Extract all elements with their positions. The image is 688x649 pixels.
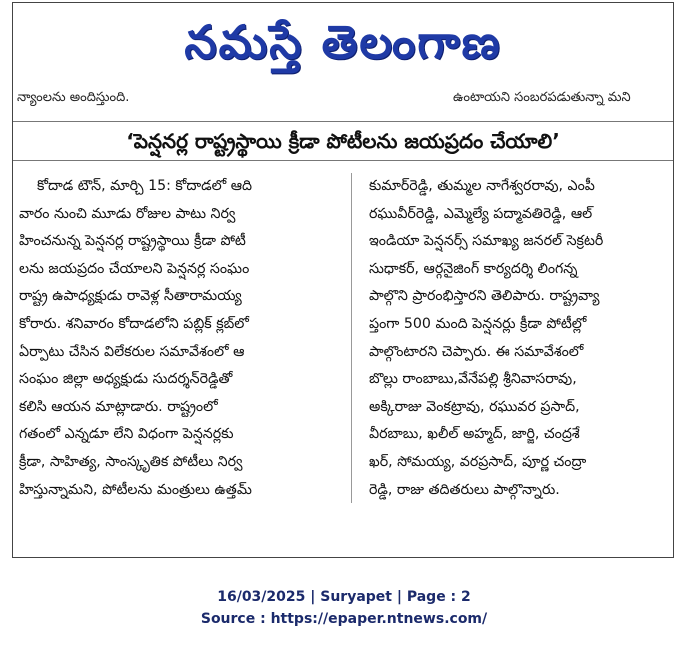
article-line: ఇండియా పెన్షనర్స్ సమాఖ్య జనరల్ సెక్రటరీ: [369, 233, 604, 250]
article-line: వీరబాబు, ఖలీల్ అహ్మద్, జార్జి, చంద్రశే: [369, 426, 580, 443]
article-line: కోదాడ టౌన్, మార్చి 15: కోదాడలో ఆది: [37, 178, 253, 194]
masthead-logo: నమస్తే తెలంగాణ: [184, 15, 502, 69]
footer-source-url: Source : https://epaper.ntnews.com/: [200, 611, 488, 627]
article-line: లను జయప్రదం చేయాలని పెన్షనర్ల సంఘం: [19, 260, 250, 277]
article-line: రాష్ట్ర ఉపాధ్యక్షుడు రావెళ్ల సీతారామయ్య: [19, 288, 242, 305]
article-line: రఘువీర్‌రెడ్డి, ఎమ్మెల్యే పద్మావతిరెడ్డి, ఆల్: [369, 205, 593, 222]
article-line: కుమార్‌రెడ్డి, తుమ్మల నాగేశ్వరరావు, ఎంపీ: [369, 178, 595, 194]
article-column-left: [19, 173, 335, 504]
article-line: క్రీడా, సాహిత్య, సాంస్కృతిక పోటీలు నిర్వ: [19, 453, 243, 470]
newspaper-clipping: [12, 2, 674, 558]
article-column-right: [369, 173, 669, 504]
cut-off-text-left: న్యాంలను అందిస్తుంది.: [17, 90, 130, 105]
article-line: అక్కిరాజు వెంకట్రావు, రఘువర ప్రసాద్,: [369, 398, 580, 415]
article-line: బొల్లు రాంబాబు,వేనేపల్లి శ్రీనివాసరావు,: [369, 371, 577, 388]
article-line: హించనున్న పెన్షనర్ల రాష్ట్రస్థాయి క్రీడా పోటీ: [19, 233, 246, 250]
cut-off-text-right: ఉంటాయని సంబరపడుతున్నా మని: [453, 90, 631, 105]
article-line: సంఘం జిల్లా అధ్యక్షుడు సుదర్శన్‌రెడ్డితో: [19, 371, 233, 388]
footer-date-edition-page: 16/03/2025 | Suryapet | Page : 2: [217, 589, 471, 605]
article-headline: ‘పెన్షనర్ల రాష్ట్రస్థాయి క్రీడా పోటీలను జయప్రదం చేయాలి’: [13, 121, 673, 161]
article-line: కలిసి ఆయన మాట్లాడారు. రాష్ట్రంలో: [19, 398, 218, 415]
article-line: సుధాకర్, ఆర్గనైజింగ్ కార్యదర్శి లింగన్న: [369, 260, 578, 277]
article-line: పాల్గొని ప్రారంభిస్తారని తెలిపారు. రాష్ట్రవ్యా: [369, 288, 600, 305]
article-line: హిస్తున్నామని, పోటీలను మంత్రులు ఉత్తమ్: [19, 481, 252, 498]
article-line: ఏర్పాటు చేసిన విలేకరుల సమావేశంలో ఆ: [19, 343, 245, 360]
article-line: గతంలో ఎన్నడూ లేని విధంగా పెన్షనర్లకు: [19, 426, 234, 443]
article-line: పాల్గొంటారని చెప్పారు. ఈ సమావేశంలో: [369, 343, 584, 360]
article-line: ప్తంగా 500 మంది పెన్షనర్లు క్రీడా పోటీల్లో: [369, 315, 587, 332]
article-line: ఖర్, సోమయ్య, వరప్రసాద్, పూర్ణ చంద్రా: [369, 453, 587, 470]
column-divider: [351, 173, 352, 503]
article-line: కోరారు. శనివారం కోదాడలోని పబ్లిక్ క్లబ్‌లో: [19, 315, 249, 332]
article-line: రెడ్డి, రాజు తదితరులు పాల్గొన్నారు.: [369, 481, 560, 498]
article-line: వారం నుంచి మూడు రోజుల పాటు నిర్వ: [19, 205, 236, 222]
